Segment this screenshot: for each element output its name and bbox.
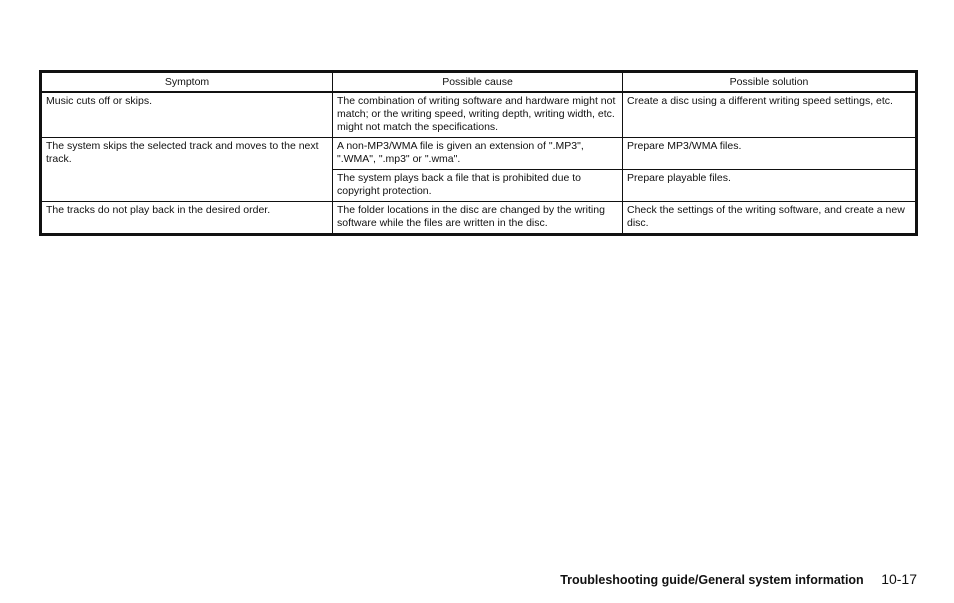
header-row	[41, 72, 917, 93]
table-row	[41, 92, 917, 138]
table-body	[41, 92, 917, 235]
cause-cell: The combination of writing software and hardware might not match; or the writing speed, writing depth, writing width, etc. might not match the specifications.	[333, 92, 623, 138]
cause-cell: The system plays back a file that is prohibited due to copyright protection.	[333, 170, 623, 202]
table-row	[41, 202, 917, 235]
page-footer	[560, 571, 917, 587]
symptom-cell: The system skips the selected track and moves to the next track.	[41, 138, 333, 202]
table-header	[41, 72, 917, 93]
footer-section-title: Troubleshooting guide/General system information	[560, 573, 864, 587]
symptom-cell: Music cuts off or skips.	[41, 92, 333, 138]
solution-cell: Prepare MP3/WMA files.	[623, 138, 917, 170]
troubleshooting-table	[39, 70, 918, 236]
header-possible-cause: Possible cause	[333, 72, 623, 93]
table-row	[41, 138, 917, 170]
header-possible-solution: Possible solution	[623, 72, 917, 93]
footer-page-number: 10-17	[881, 571, 917, 587]
header-symptom: Symptom	[41, 72, 333, 93]
solution-cell: Prepare playable files.	[623, 170, 917, 202]
cause-cell: A non-MP3/WMA file is given an extension of ".MP3", ".WMA", ".mp3" or ".wma".	[333, 138, 623, 170]
cause-cell: The folder locations in the disc are changed by the writing software while the files are written in the disc.	[333, 202, 623, 235]
solution-cell: Check the settings of the writing software, and create a new disc.	[623, 202, 917, 235]
symptom-cell: The tracks do not play back in the desired order.	[41, 202, 333, 235]
solution-cell: Create a disc using a different writing speed settings, etc.	[623, 92, 917, 138]
